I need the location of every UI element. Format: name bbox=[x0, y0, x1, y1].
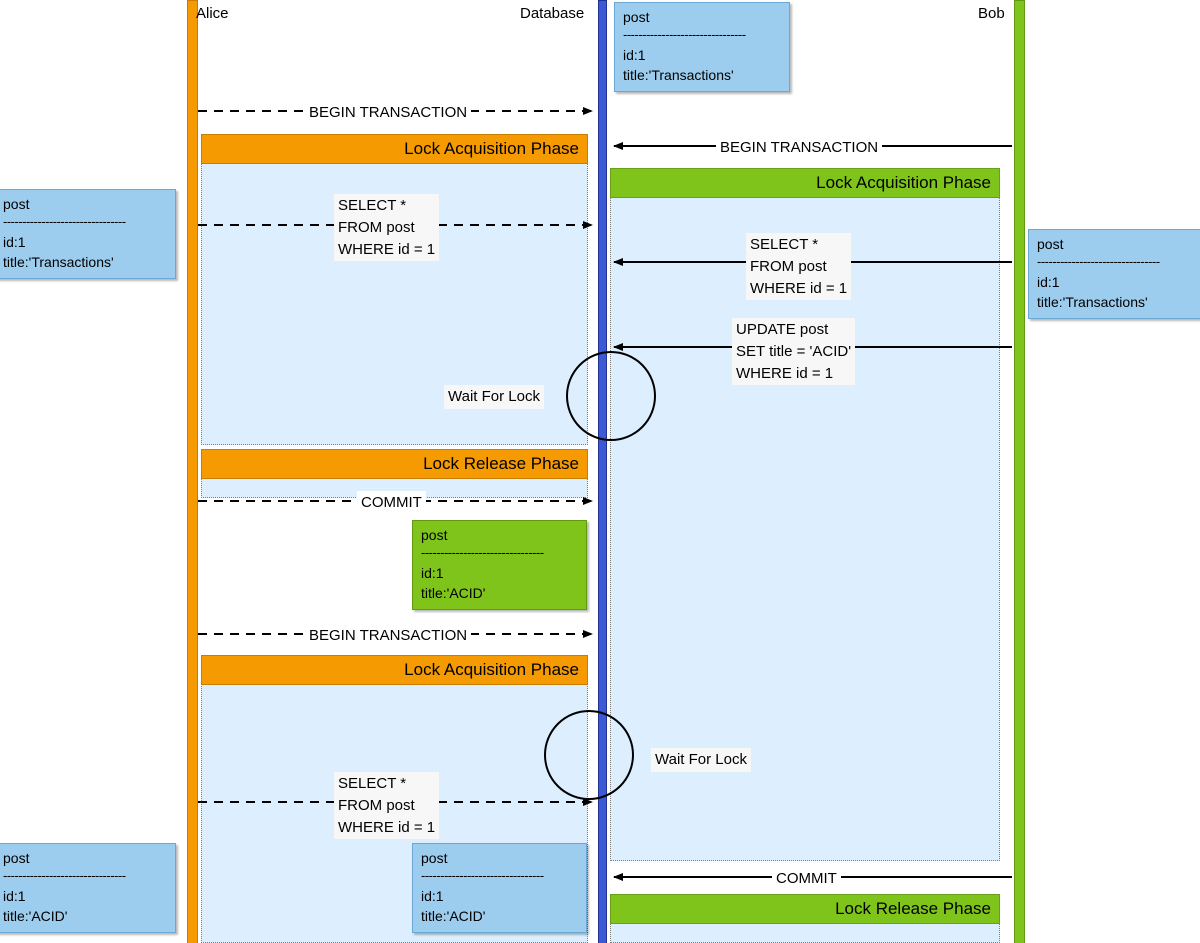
note-separator: -------------------------------- bbox=[421, 546, 544, 561]
note-title: post bbox=[421, 527, 448, 543]
note-line-2: title:'Transactions' bbox=[3, 253, 114, 270]
lifeline-database bbox=[598, 0, 607, 943]
note-db-final bbox=[412, 843, 587, 933]
participant-label-alice: Alice bbox=[196, 5, 229, 22]
note-db-initial bbox=[614, 2, 790, 92]
note-db-updated bbox=[412, 520, 587, 610]
note-separator: -------------------------------- bbox=[421, 869, 544, 884]
note-line-2: title:'ACID' bbox=[421, 584, 486, 601]
message-label-bob-commit-1: COMMIT bbox=[772, 867, 841, 891]
phase-header-bob-lock-release: Lock Release Phase bbox=[610, 894, 1000, 924]
note-line-2: title:'Transactions' bbox=[1037, 293, 1148, 310]
message-label-bob-update-1: UPDATE post SET title = 'ACID' WHERE id = 1 bbox=[732, 318, 855, 385]
message-label-alice-begin-1: BEGIN TRANSACTION bbox=[305, 101, 471, 125]
wait-for-lock-bob: Wait For Lock bbox=[444, 385, 544, 409]
message-label-bob-begin-1: BEGIN TRANSACTION bbox=[716, 136, 882, 160]
phase-header-alice-lock-acquisition-1: Lock Acquisition Phase bbox=[201, 134, 588, 164]
note-title: post bbox=[3, 850, 30, 866]
note-line-2: title:'Transactions' bbox=[623, 66, 734, 83]
note-alice-read-2 bbox=[0, 843, 176, 933]
note-line-2: title:'ACID' bbox=[421, 907, 486, 924]
note-title: post bbox=[421, 850, 448, 866]
message-label-alice-select-2: SELECT * FROM post WHERE id = 1 bbox=[334, 772, 439, 839]
phase-header-alice-lock-acquisition-2: Lock Acquisition Phase bbox=[201, 655, 588, 685]
note-separator: -------------------------------- bbox=[1037, 255, 1160, 270]
note-line-1: id:1 bbox=[421, 887, 444, 904]
note-line-1: id:1 bbox=[1037, 273, 1060, 290]
note-alice-read-1 bbox=[0, 189, 176, 279]
participant-label-bob: Bob bbox=[978, 5, 1005, 22]
message-label-bob-select-1: SELECT * FROM post WHERE id = 1 bbox=[746, 233, 851, 300]
note-title: post bbox=[1037, 236, 1064, 252]
phase-header-alice-lock-release-1: Lock Release Phase bbox=[201, 449, 588, 479]
note-line-1: id:1 bbox=[3, 233, 26, 250]
message-label-alice-select-1: SELECT * FROM post WHERE id = 1 bbox=[334, 194, 439, 261]
lifeline-bob bbox=[1014, 0, 1025, 943]
phase-header-bob-lock-acquisition: Lock Acquisition Phase bbox=[610, 168, 1000, 198]
wait-for-lock-alice: Wait For Lock bbox=[651, 748, 751, 772]
note-line-1: id:1 bbox=[421, 564, 444, 581]
note-separator: -------------------------------- bbox=[3, 869, 126, 884]
note-bob-read-1 bbox=[1028, 229, 1200, 319]
participant-label-database: Database bbox=[520, 5, 585, 22]
note-separator: -------------------------------- bbox=[623, 28, 746, 43]
note-title: post bbox=[623, 9, 650, 25]
note-line-1: id:1 bbox=[3, 887, 26, 904]
message-label-alice-commit-1: COMMIT bbox=[357, 491, 426, 515]
note-line-2: title:'ACID' bbox=[3, 907, 68, 924]
note-title: post bbox=[3, 196, 30, 212]
message-label-alice-begin-2: BEGIN TRANSACTION bbox=[305, 624, 471, 648]
note-separator: -------------------------------- bbox=[3, 215, 126, 230]
lifeline-alice bbox=[187, 0, 198, 943]
note-line-1: id:1 bbox=[623, 46, 646, 63]
